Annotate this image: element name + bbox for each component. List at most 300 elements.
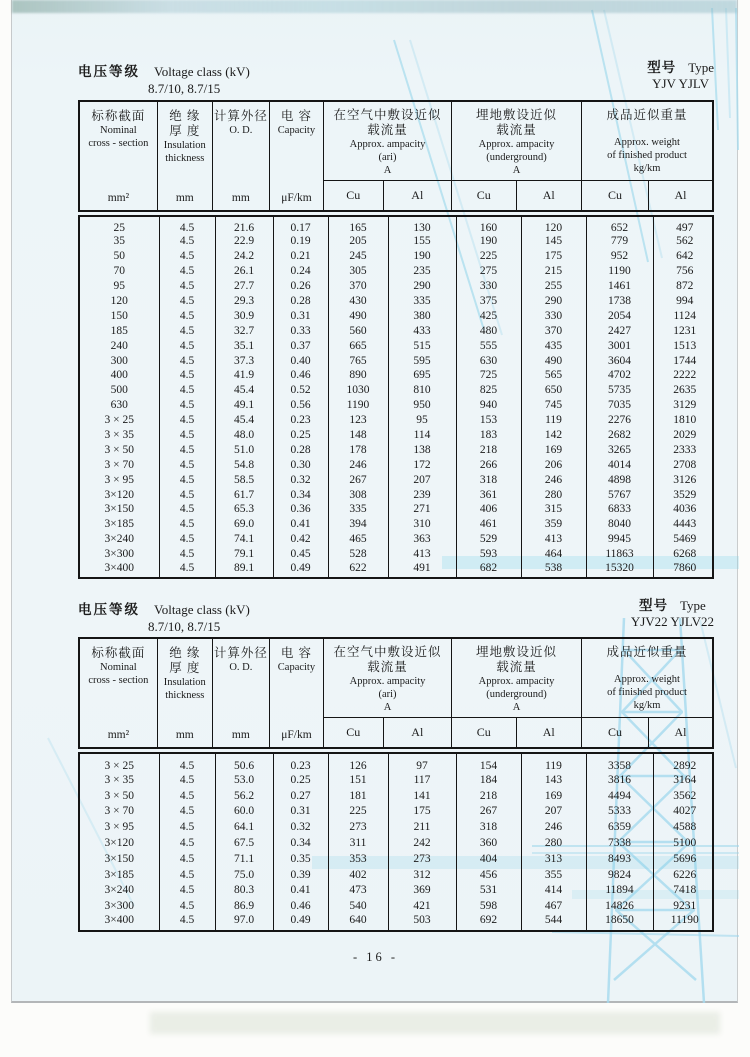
cell: 150 [80, 308, 159, 323]
cell: 330 [521, 308, 586, 323]
cell: 692 [456, 914, 521, 930]
cell: 155 [388, 234, 456, 249]
cell: 4443 [673, 518, 697, 531]
cell: 154 [456, 754, 521, 772]
cell: 45.4 [215, 413, 273, 428]
col-label: thickness [165, 153, 205, 164]
cell: 142 [521, 428, 586, 443]
cell: 178 [328, 442, 388, 457]
cell: 169 [521, 442, 586, 457]
cell: 4.5 [159, 472, 215, 487]
cell: 330 [456, 279, 521, 294]
cell: 425 [456, 308, 521, 323]
cell: 75.0 [215, 867, 273, 883]
group-label: 成品近似重量 [606, 645, 688, 659]
table-row [80, 457, 716, 472]
col-label: 厚 度 [169, 124, 201, 138]
cell: 9824 [586, 867, 653, 883]
col-label: 电 容 [280, 109, 313, 123]
cell: 218 [456, 788, 521, 804]
cell: 3 × 50 [80, 788, 159, 804]
cell: 491 [388, 562, 456, 577]
cell: 890 [328, 368, 388, 383]
cell: 3×300 [80, 547, 159, 562]
cell: 183 [456, 428, 521, 443]
cell: 6359 [586, 819, 653, 835]
cell: 406 [456, 502, 521, 517]
group-label: 载流量 [496, 660, 537, 674]
cell: 2029 [673, 429, 697, 442]
cell: 123 [328, 413, 388, 428]
cell: 318 [456, 819, 521, 835]
cell: 402 [328, 867, 388, 883]
cell: 413 [521, 532, 586, 547]
cell: 745 [521, 398, 586, 413]
col-label: Capacity [277, 662, 316, 673]
cell: 0.34 [273, 487, 328, 502]
scan-edge-band [12, 0, 737, 13]
table1-data [78, 215, 714, 579]
type-block [647, 60, 714, 92]
group-label: Approx. ampacity [349, 139, 426, 150]
col-label: Insulation [163, 677, 206, 688]
cell: 0.23 [273, 754, 328, 772]
section2-header [78, 598, 714, 635]
cell: 275 [456, 264, 521, 279]
cell: 0.28 [273, 442, 328, 457]
cell: 280 [521, 487, 586, 502]
table2 [78, 637, 714, 932]
cell: 565 [521, 368, 586, 383]
cell: 45.4 [215, 383, 273, 398]
cell: 0.17 [273, 217, 328, 234]
cell: 50 [80, 249, 159, 264]
cell: 3126 [673, 473, 697, 486]
table1-header [78, 100, 714, 212]
cell: 4.5 [159, 442, 215, 457]
cell: 950 [388, 398, 456, 413]
table-row [80, 487, 716, 502]
cell: 682 [456, 562, 521, 577]
cell: 779 [586, 234, 653, 249]
cell: 3 × 25 [80, 413, 159, 428]
col-label: 计算外径 [213, 646, 268, 660]
voltage-class-line [78, 598, 714, 618]
group-subheads [582, 181, 712, 210]
cell: 141 [388, 788, 456, 804]
cell: 4.5 [159, 487, 215, 502]
group-ampacity-underground [452, 102, 582, 210]
group-ampacity-underground [452, 639, 582, 747]
cell: 97.0 [215, 914, 273, 930]
type-value: YJV22 YJLV22 [630, 614, 714, 629]
table-row [80, 502, 716, 517]
subcol-al: Al [542, 188, 555, 202]
cell: 89.1 [215, 562, 273, 577]
table-row [80, 368, 716, 383]
col-label: 计算外径 [213, 109, 268, 123]
cell: 255 [521, 279, 586, 294]
cell: 24.2 [215, 249, 273, 264]
cell: 3×185 [80, 517, 159, 532]
cell: 7418 [673, 884, 697, 897]
cell: 642 [676, 250, 694, 263]
table-row [80, 279, 716, 294]
cell: 30.9 [215, 308, 273, 323]
cell: 353 [328, 851, 388, 867]
group-label: (underground) [486, 689, 547, 700]
cell: 126 [328, 754, 388, 772]
cell: 0.45 [273, 547, 328, 562]
table-row [80, 517, 716, 532]
cell: 267 [328, 472, 388, 487]
cell: 1030 [328, 383, 388, 398]
cell: 5100 [673, 837, 697, 850]
cell: 2892 [673, 760, 697, 772]
col-label: 厚 度 [169, 661, 201, 675]
col-unit: mm [231, 729, 250, 741]
cell: 290 [521, 294, 586, 309]
cell: 117 [388, 772, 456, 788]
cell: 0.36 [273, 502, 328, 517]
subcol-al: Al [674, 188, 687, 202]
cell: 461 [456, 517, 521, 532]
table-row [80, 413, 716, 428]
cell: 1744 [673, 354, 697, 367]
cell: 4.5 [159, 835, 215, 851]
cell: 1190 [586, 264, 653, 279]
table-row [80, 353, 716, 368]
group-subheads [324, 181, 451, 210]
cell: 630 [456, 353, 521, 368]
cell: 311 [328, 835, 388, 851]
voltage-class-label-zh: 电压等级 [78, 602, 140, 617]
cell: 0.34 [273, 835, 328, 851]
cell: 246 [521, 472, 586, 487]
cell: 6268 [673, 548, 697, 561]
group-label: A [512, 165, 521, 176]
subcol-cu: Cu [324, 718, 384, 747]
cell: 375 [456, 294, 521, 309]
table-row [80, 867, 716, 883]
cell: 308 [328, 487, 388, 502]
cell: 0.26 [273, 279, 328, 294]
cell: 825 [456, 383, 521, 398]
cell: 271 [388, 502, 456, 517]
col-unit: mm [175, 192, 194, 204]
table-row [80, 835, 716, 851]
table-row [80, 819, 716, 835]
cell: 490 [521, 353, 586, 368]
cell: 4036 [673, 503, 697, 516]
voltage-class-line [78, 60, 714, 80]
table-row [80, 772, 716, 788]
cell: 97 [388, 754, 456, 772]
subcol-cu: Cu [582, 181, 649, 210]
cell: 273 [388, 851, 456, 867]
cell: 5767 [586, 487, 653, 502]
cell: 5469 [673, 533, 697, 546]
cell: 4.5 [159, 898, 215, 914]
cell: 207 [521, 804, 586, 820]
cell: 41.9 [215, 368, 273, 383]
table-row [80, 898, 716, 914]
type-label-zh: 型号 [639, 598, 668, 613]
group-label: 载流量 [367, 660, 408, 674]
voltage-class-value: 8.7/10, 8.7/15 [148, 619, 221, 634]
col-label: 绝 缘 [169, 109, 201, 123]
cell: 2054 [586, 308, 653, 323]
cell: 4027 [673, 805, 697, 818]
cell: 14826 [586, 898, 653, 914]
table-row [80, 249, 716, 264]
group-label: Approx. ampacity [478, 676, 555, 687]
cell: 53.0 [215, 772, 273, 788]
table-row [80, 547, 716, 562]
cell: 5696 [673, 852, 697, 865]
cell: 464 [521, 547, 586, 562]
subcol-cu: Cu [452, 181, 517, 210]
cell: 650 [521, 383, 586, 398]
cell: 153 [456, 413, 521, 428]
cell: 130 [388, 217, 456, 234]
cell: 35.1 [215, 338, 273, 353]
col-label: Nominal [99, 125, 137, 136]
cell: 3 × 35 [80, 772, 159, 788]
cell: 7860 [673, 561, 697, 574]
cell: 473 [328, 883, 388, 899]
group-label: kg/km [633, 700, 661, 711]
group-subheads [582, 718, 712, 747]
cell: 4.5 [159, 532, 215, 547]
group-title [582, 639, 712, 718]
cell: 11863 [586, 547, 653, 562]
cell: 0.24 [273, 264, 328, 279]
cell: 0.25 [273, 772, 328, 788]
cell: 3 × 35 [80, 428, 159, 443]
cell: 0.23 [273, 413, 328, 428]
cell: 4.5 [159, 502, 215, 517]
cell: 3129 [673, 399, 697, 412]
cell: 3 × 95 [80, 819, 159, 835]
cell: 184 [456, 772, 521, 788]
group-label: of finished product [607, 687, 687, 698]
cell: 359 [521, 517, 586, 532]
cell: 225 [456, 249, 521, 264]
table-row [80, 804, 716, 820]
table-row [80, 442, 716, 457]
cell: 11190 [670, 914, 699, 927]
section1-header [78, 60, 714, 97]
cell: 4.5 [159, 279, 215, 294]
cell: 280 [521, 835, 586, 851]
cell: 380 [388, 308, 456, 323]
cell: 640 [328, 914, 388, 930]
cell: 0.41 [273, 883, 328, 899]
col-unit: mm [231, 192, 250, 204]
cell: 4.5 [159, 819, 215, 835]
cell: 497 [676, 222, 694, 234]
cell: 515 [388, 338, 456, 353]
group-subheads [324, 718, 451, 747]
cell: 310 [388, 517, 456, 532]
subcol-al: Al [411, 725, 424, 739]
type-value: YJV YJLV [652, 76, 710, 91]
group-label: A [512, 702, 521, 713]
cell: 119 [521, 754, 586, 772]
cell: 4898 [586, 472, 653, 487]
cell: 2682 [586, 428, 653, 443]
col-unit: μF/km [281, 192, 312, 204]
cell: 25 [80, 217, 159, 234]
group-title [582, 102, 712, 181]
cell: 61.7 [215, 487, 273, 502]
cell: 430 [328, 294, 388, 309]
cell: 3604 [586, 353, 653, 368]
cell: 4.5 [159, 264, 215, 279]
cell: 21.6 [215, 217, 273, 234]
cell: 120 [521, 217, 586, 234]
col-label: thickness [165, 690, 205, 701]
group-title [324, 639, 451, 718]
col-capacity [270, 102, 324, 210]
table-row [80, 308, 716, 323]
subcol-al: Al [674, 725, 687, 739]
col-label: 标称截面 [91, 646, 146, 660]
cell: 555 [456, 338, 521, 353]
cell: 95 [80, 279, 159, 294]
cell: 4.5 [159, 804, 215, 820]
voltage-class-value: 8.7/10, 8.7/15 [148, 81, 221, 96]
col-label: cross - section [88, 675, 149, 686]
cell: 2222 [673, 369, 697, 382]
cell: 246 [328, 457, 388, 472]
table-row [80, 428, 716, 443]
cell: 0.33 [273, 323, 328, 338]
cell: 27.7 [215, 279, 273, 294]
group-label: A [383, 702, 392, 713]
cell: 400 [80, 368, 159, 383]
cell: 169 [521, 788, 586, 804]
cell: 7338 [586, 835, 653, 851]
cell: 756 [676, 265, 694, 278]
cell: 267 [456, 804, 521, 820]
cell: 4.5 [159, 754, 215, 772]
cell: 4.5 [159, 457, 215, 472]
col-unit: mm² [107, 192, 130, 204]
cell: 239 [388, 487, 456, 502]
cell: 2333 [673, 443, 697, 456]
cell: 246 [521, 819, 586, 835]
col-label: Nominal [99, 662, 137, 673]
group-label: (underground) [486, 152, 547, 163]
cell: 0.49 [273, 562, 328, 577]
cell: 4494 [586, 788, 653, 804]
table-row [80, 323, 716, 338]
group-subheads [452, 718, 581, 747]
type-label-en: Type [680, 598, 706, 613]
cell: 245 [328, 249, 388, 264]
cell: 4.5 [159, 428, 215, 443]
group-label: Approx. weight [614, 137, 680, 148]
cell: 361 [456, 487, 521, 502]
cell: 175 [388, 804, 456, 820]
cell: 0.46 [273, 368, 328, 383]
cell: 190 [388, 249, 456, 264]
cell: 3 × 95 [80, 472, 159, 487]
cell: 4.5 [159, 562, 215, 577]
cell: 211 [388, 819, 456, 835]
group-finished-weight [582, 102, 712, 210]
group-subheads [452, 181, 581, 210]
cell: 6226 [673, 868, 697, 881]
group-label: (ari) [378, 152, 397, 163]
col-label: Capacity [277, 125, 316, 136]
cell: 0.31 [273, 308, 328, 323]
cell: 67.5 [215, 835, 273, 851]
cell: 0.27 [273, 788, 328, 804]
cell: 165 [328, 217, 388, 234]
group-label: of finished product [607, 150, 687, 161]
cell: 500 [80, 383, 159, 398]
table1 [78, 100, 714, 579]
cell: 58.5 [215, 472, 273, 487]
cell: 562 [676, 235, 694, 248]
cell: 370 [521, 323, 586, 338]
cell: 872 [676, 280, 694, 293]
group-label: 成品近似重量 [606, 108, 688, 122]
col-capacity [270, 639, 324, 747]
cell: 4.5 [159, 234, 215, 249]
cell: 480 [456, 323, 521, 338]
table-row [80, 338, 716, 353]
table-row [80, 217, 716, 234]
cell: 35 [80, 234, 159, 249]
cell: 3×150 [80, 502, 159, 517]
cell: 318 [456, 472, 521, 487]
cell: 4.5 [159, 851, 215, 867]
cell: 9945 [586, 532, 653, 547]
cell: 22.9 [215, 234, 273, 249]
cell: 0.37 [273, 338, 328, 353]
cell: 3×150 [80, 851, 159, 867]
cell: 4.5 [159, 308, 215, 323]
table2-header [78, 637, 714, 749]
cell: 215 [521, 264, 586, 279]
cell: 5735 [586, 383, 653, 398]
cell: 4.5 [159, 517, 215, 532]
cell: 3×240 [80, 883, 159, 899]
cell: 370 [328, 279, 388, 294]
cell: 335 [388, 294, 456, 309]
group-ampacity-air [324, 102, 452, 210]
col-unit: mm [175, 729, 194, 741]
cell: 4588 [673, 821, 697, 834]
subcol-al: Al [411, 188, 424, 202]
cell: 465 [328, 532, 388, 547]
cell: 1513 [673, 339, 697, 352]
cell: 7035 [586, 398, 653, 413]
cell: 172 [388, 457, 456, 472]
voltage-class-label-zh: 电压等级 [78, 64, 140, 79]
cell: 529 [456, 532, 521, 547]
cell: 4.5 [159, 217, 215, 234]
col-unit: mm² [107, 729, 130, 741]
group-label: (ari) [378, 689, 397, 700]
col-od [213, 102, 270, 210]
cell: 207 [388, 472, 456, 487]
cell: 369 [388, 883, 456, 899]
